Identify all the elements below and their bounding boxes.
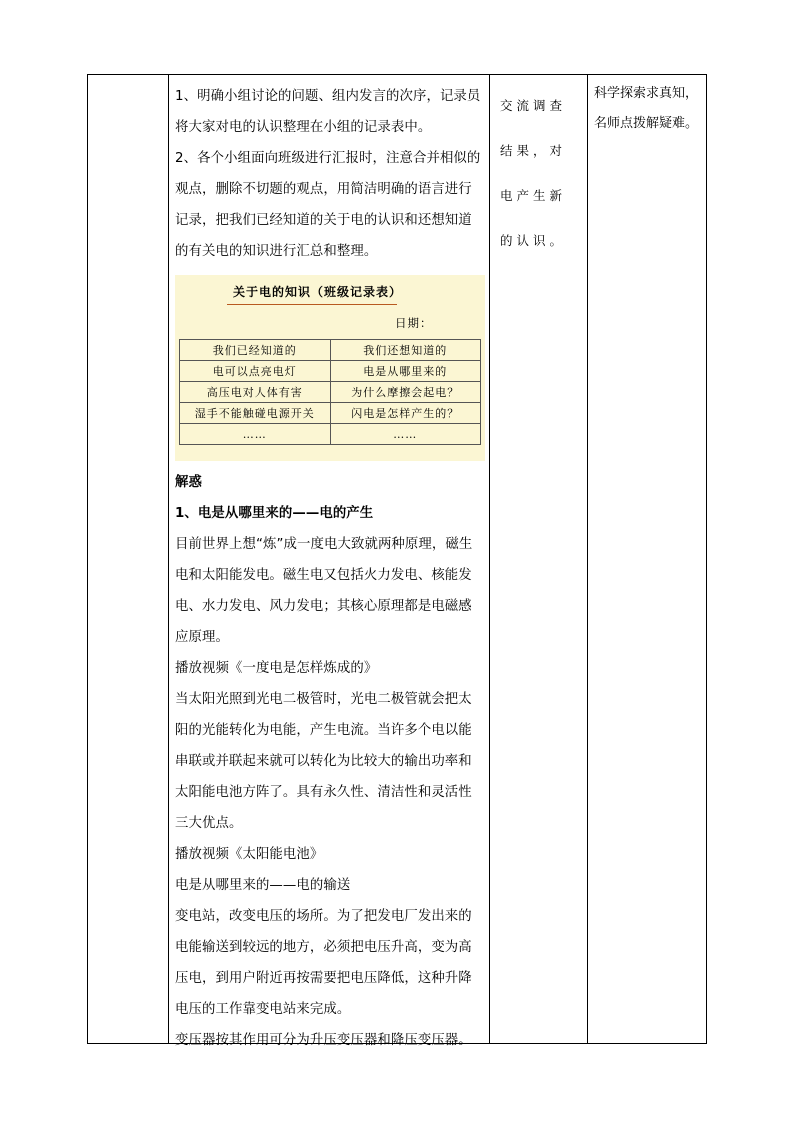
table-cell: …… — [330, 424, 481, 445]
table-cell: 闪电是怎样产生的？ — [330, 403, 481, 424]
paragraph-2: 2、各个小组面向班级进行汇报时，注意合并相似的观点，删除不切题的观点，用简洁明确的语言进行记录，把我们已经知道的关于电的认识和还想知道的有关电的知识进行汇总和整理。 — [175, 151, 481, 259]
heading-electricity-origin: 1、电是从哪里来的——电的产生 — [175, 506, 374, 521]
column-divider — [587, 75, 588, 1043]
figure-title: 关于电的知识（班级记录表） — [233, 285, 403, 299]
class-record-figure — [175, 275, 485, 461]
heading-jiehuo: 解惑 — [175, 475, 202, 490]
subheading-transmission: 电是从哪里来的——电的输送 — [175, 878, 351, 893]
figure-date-label: 日期： — [395, 316, 433, 330]
table-cell: …… — [180, 424, 331, 445]
video-1: 播放视频《一度电是怎样炼成的》 — [175, 661, 378, 676]
paragraph-6: 变压器按其作用可分为升压变压器和降压变压器。 — [175, 1033, 472, 1048]
table-cell: 电可以点亮电灯 — [180, 361, 331, 382]
table-row — [180, 424, 481, 445]
figure-title-underline — [227, 304, 397, 305]
record-table — [179, 339, 481, 445]
table-cell: 高压电对人体有害 — [180, 382, 331, 403]
paragraph-4: 当太阳光照到光电二极管时，光电二极管就会把太阳的光能转化为电能，产生电流。当许多个电以能串联或并联起来就可以转化为比较大的输出功率和太阳能电池方阵了。具有永久性、清洁性和灵活性三大优点。 — [175, 692, 472, 831]
lesson-table — [87, 74, 707, 1048]
table-row — [180, 361, 481, 382]
paragraph-3: 目前世界上想“炼”成一度电大致就两种原理，磁生电和太阳能发电。磁生电又包括火力发电、核能发电、水力发电、风力发电；其核心原理都是电磁感应原理。 — [175, 537, 473, 645]
table-row — [180, 403, 481, 424]
table-cell: 湿手不能触碰电源开关 — [180, 403, 331, 424]
table-cell: 电是从哪里来的 — [330, 361, 481, 382]
table-row — [180, 340, 481, 361]
teaching-content-cell — [169, 75, 489, 1056]
table-row — [180, 382, 481, 403]
video-2: 播放视频《太阳能电池》 — [175, 847, 324, 862]
student-activity-cell: 交流调查结果，对电产生新的认识。 — [500, 98, 567, 248]
table-cell: 我们还想知道的 — [330, 340, 481, 361]
design-intent-cell: 科学探索求真知，名师点拨解疑难。 — [594, 86, 699, 131]
paragraph-5: 变电站，改变电压的场所。为了把发电厂发出来的电能输送到较远的地方，必须把电压升高，变为高压电，到用户附近再按需要把电压降低，这种升降电压的工作靠变电站来完成。 — [175, 909, 472, 1017]
paragraph-1: 1、明确小组讨论的问题、组内发言的次序，记录员将大家对电的认识整理在小组的记录表中。 — [175, 89, 481, 135]
table-cell: 为什么摩擦会起电？ — [330, 382, 481, 403]
table-cell: 我们已经知道的 — [180, 340, 331, 361]
